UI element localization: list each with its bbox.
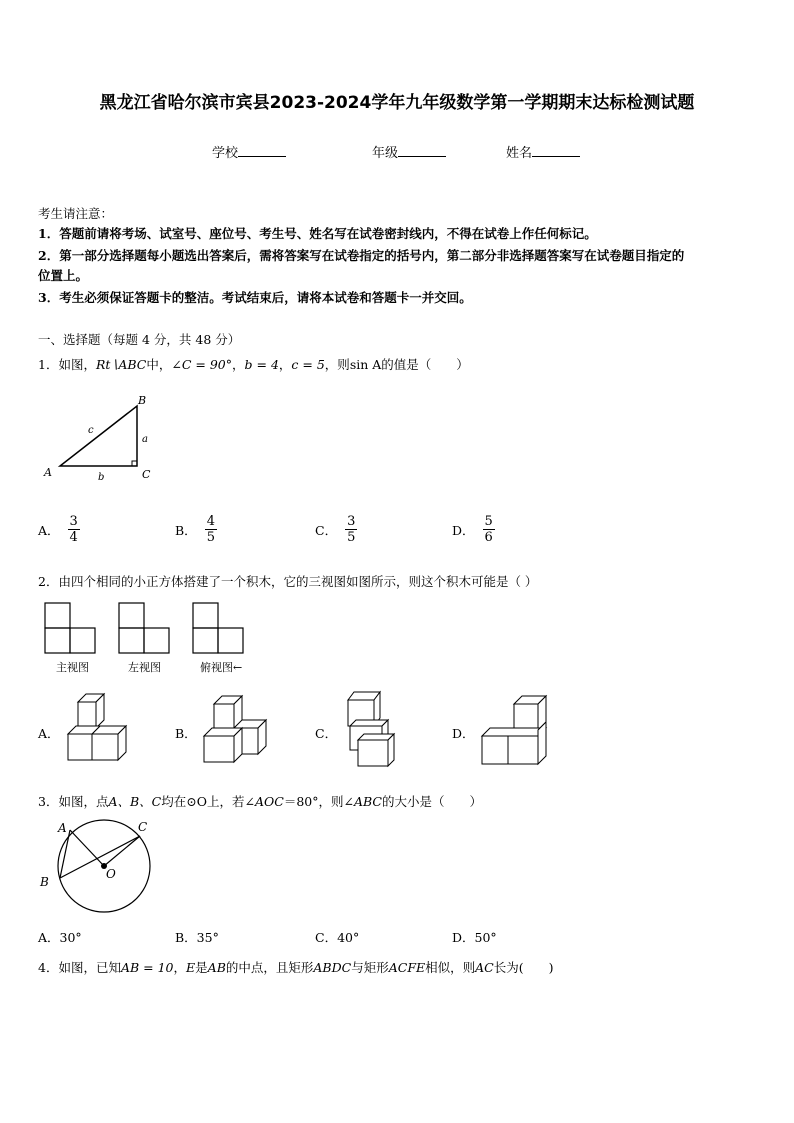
label-O: O (106, 867, 116, 881)
top-view-figure (192, 602, 246, 654)
label-A: A (58, 821, 67, 835)
question-3: 3．如图，点A、B、C均在⊙O上，若∠AOC＝80°，则∠ABC的大小是（ ） (38, 794, 482, 809)
q2-option-c-label[interactable]: C． (315, 726, 338, 741)
notice-item-1: 1．答题前请将考场、试室号、座位号、考生号、姓名写在试卷密封线内，不得在试卷上作任何标记。 (38, 226, 597, 241)
label-a: a (142, 434, 148, 445)
school-label: 学校 (212, 146, 239, 161)
q3-option-a[interactable]: A．30° (38, 930, 82, 945)
name-blank[interactable] (532, 144, 580, 157)
left-view-figure (118, 602, 172, 654)
notice-item-3: 3．考生必须保证答题卡的整洁。考试结束后，请将本试卷和答题卡一并交回。 (38, 290, 472, 305)
q1-option-c[interactable]: C． $\frac{3}{5}$ (315, 514, 356, 545)
triangle-abc (60, 406, 137, 466)
q2-option-a-label[interactable]: A． (38, 726, 60, 741)
question-2: 2．由四个相同的小正方体搭建了一个积木，它的三视图如图所示，则这个积木可能是（ ） (38, 574, 538, 589)
grade-blank[interactable] (398, 144, 446, 157)
school-blank[interactable] (238, 144, 286, 157)
q1-option-a[interactable]: A． $\frac{3}{4}$ (38, 514, 78, 545)
notice-item-2-cont: 位置上。 (38, 268, 89, 283)
q2-option-a-figure[interactable] (66, 694, 130, 766)
question-4: 4．如图，已知AB = 10，E是AB的中点，且矩形ABDC与矩形ACFE相似，则AC长为( ) (38, 960, 554, 975)
q1-triangle-figure (40, 392, 170, 484)
front-view-label: 主视图 (56, 661, 89, 674)
q2-option-b-figure[interactable] (202, 696, 270, 766)
school-field[interactable] (212, 142, 286, 161)
q2-option-b-label[interactable]: B． (175, 726, 197, 741)
label-C: C (142, 468, 151, 481)
label-c: c (88, 425, 94, 436)
q3-circle-figure (36, 818, 166, 918)
q2-option-d-figure[interactable] (480, 696, 552, 766)
page-title: 黑龙江省哈尔滨市宾县2023-2024学年九年级数学第一学期期末达标检测试题 (99, 93, 695, 113)
label-b: b (98, 472, 105, 483)
question-1: 1．如图，Rt∖ABC中，∠C = 90°，b = 4，c = 5，则sin A的值是（ ） (38, 357, 469, 372)
label-C: C (138, 820, 148, 834)
q3-option-d[interactable]: D．50° (452, 930, 497, 945)
q1-option-d[interactable]: D． $\frac{5}{6}$ (452, 514, 493, 545)
q2-option-c-figure[interactable] (344, 692, 404, 768)
grade-label: 年级 (372, 146, 399, 161)
name-field[interactable] (506, 142, 580, 161)
grade-field[interactable] (372, 142, 446, 161)
front-view-figure (44, 602, 98, 654)
label-B: B (138, 394, 147, 407)
label-B: B (40, 875, 49, 889)
q3-option-b[interactable]: B．35° (175, 930, 219, 945)
q1-option-b[interactable]: B． $\frac{4}{5}$ (175, 514, 215, 545)
section-heading: 一、选择题（每题 4 分，共 48 分） (38, 332, 241, 347)
label-A: A (44, 466, 52, 479)
top-view-label: 俯视图← (200, 661, 243, 674)
left-view-label: 左视图 (128, 661, 161, 674)
notice-item-2: 2．第一部分选择题每小题选出答案后，需将答案写在试卷指定的括号内，第二部分非选择题答案写在试卷题目指定的 (38, 248, 685, 263)
name-label: 姓名 (506, 146, 533, 161)
q2-option-d-label[interactable]: D． (452, 726, 475, 741)
q3-option-c[interactable]: C．40° (315, 930, 360, 945)
notice-heading: 考生请注意： (38, 206, 114, 221)
